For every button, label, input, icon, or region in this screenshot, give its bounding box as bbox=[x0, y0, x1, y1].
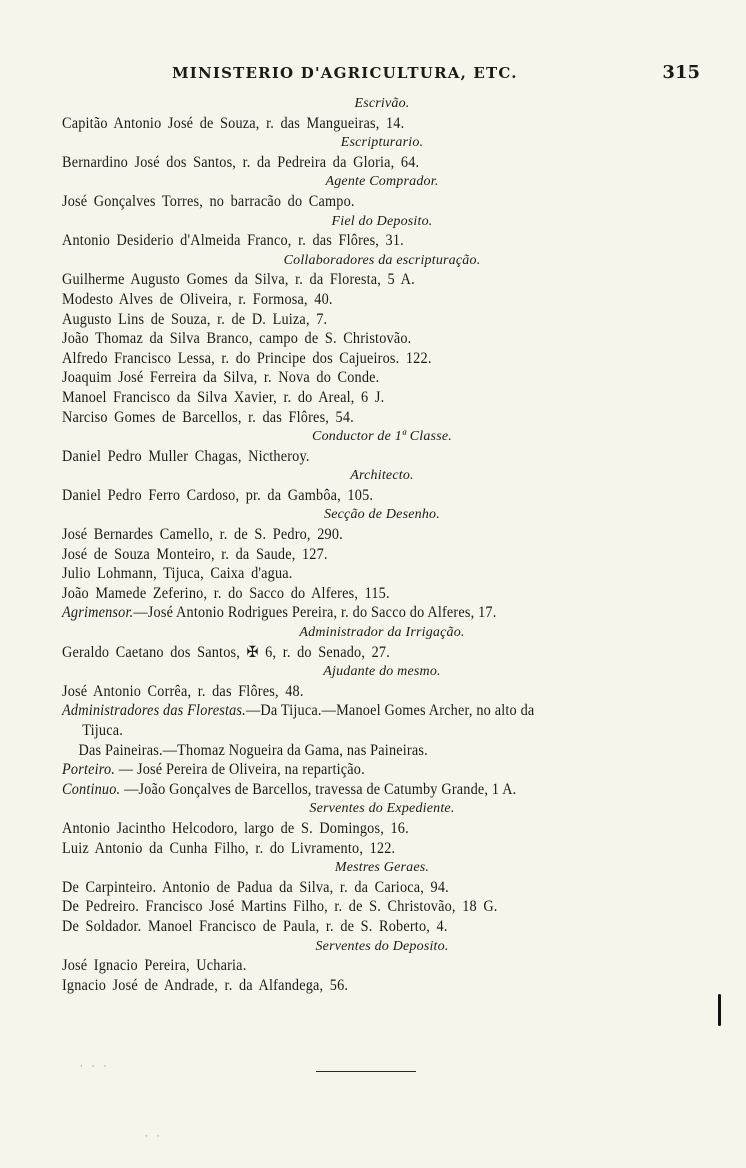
directory-entry: De Carpinteiro. Antonio de Padua da Silva, r. da Carioca, 94. bbox=[62, 878, 449, 896]
labeled-entry bbox=[62, 701, 651, 721]
running-header bbox=[60, 64, 700, 90]
section-heading: Administrador da Irrigação. bbox=[299, 625, 465, 641]
directory-entry: José de Souza Monteiro, r. da Saude, 127. bbox=[62, 545, 328, 563]
section-heading: Collaboradores da escripturação. bbox=[283, 252, 481, 268]
entry-label: Agrimensor. bbox=[62, 604, 134, 622]
entry-text: —José Antonio Rodrigues Pereira, r. do Sacco do Alferes, 17. bbox=[133, 604, 497, 622]
entry-text: —João Gonçalves de Barcellos, travessa de Catumby Grande, 1 A. bbox=[120, 780, 517, 798]
section-heading: Conductor de 1ª Classe. bbox=[312, 429, 452, 445]
directory-entry: Antonio Jacintho Helcodoro, largo de S. Domingos, 16. bbox=[62, 819, 409, 837]
directory-entry: Modesto Alves de Oliveira, r. Formosa, 40. bbox=[62, 290, 333, 308]
document-body bbox=[62, 94, 702, 995]
header-title: MINISTERIO D'AGRICULTURA, ETC. bbox=[172, 64, 518, 82]
page-number: 315 bbox=[662, 62, 700, 83]
directory-entry: José Ignacio Pereira, Ucharia. bbox=[62, 957, 247, 975]
labeled-entry bbox=[62, 603, 651, 623]
margin-mark bbox=[718, 994, 721, 1026]
section-heading: Secção de Desenho. bbox=[324, 507, 440, 523]
directory-entry: Guilherme Augusto Gomes da Silva, r. da Floresta, 5 A. bbox=[62, 271, 415, 289]
directory-entry: Antonio Desiderio d'Almeida Franco, r. das Flôres, 31. bbox=[62, 232, 404, 250]
directory-entry: Julio Lohmann, Tijuca, Caixa d'agua. bbox=[62, 565, 293, 583]
directory-entry: Daniel Pedro Ferro Cardoso, pr. da Gambôa, 105. bbox=[62, 486, 374, 504]
entry-text: — José Pereira de Oliveira, na repartição. bbox=[115, 761, 365, 779]
section-heading: Mestres Geraes. bbox=[334, 860, 430, 876]
labeled-entry bbox=[62, 780, 651, 800]
continuation-line: Tijuca. bbox=[82, 722, 124, 739]
section-heading: Fiel do Deposito. bbox=[331, 213, 433, 229]
directory-entry: Capitão Antonio José de Souza, r. das Mangueiras, 14. bbox=[62, 114, 405, 132]
directory-entry: Joaquim José Ferreira da Silva, r. Nova do Conde. bbox=[62, 369, 380, 387]
directory-entry: Bernardino José dos Santos, r. da Pedreira da Gloria, 64. bbox=[62, 153, 420, 171]
directory-entry: Geraldo Caetano dos Santos, ✠ 6, r. do Senado, 27. bbox=[62, 643, 390, 661]
section-heading: Escrivão. bbox=[354, 96, 410, 111]
entry-label: Porteiro. bbox=[62, 761, 116, 779]
entry-label: Continuo. bbox=[62, 780, 121, 798]
print-specks: · · bbox=[145, 1132, 163, 1142]
section-heading: Ajudante do mesmo. bbox=[323, 664, 441, 680]
section-heading: Architecto. bbox=[350, 468, 414, 484]
directory-entry: De Soldador. Manoel Francisco de Paula, r. de S. Roberto, 4. bbox=[62, 917, 448, 935]
section-heading: Serventes do Deposito. bbox=[315, 938, 449, 954]
directory-entry: De Pedreiro. Francisco José Martins Filho, r. de S. Christovão, 18 G. bbox=[62, 898, 498, 916]
directory-entry: Alfredo Francisco Lessa, r. do Principe dos Cajueiros. 122. bbox=[62, 349, 432, 367]
directory-entry: João Thomaz da Silva Branco, campo de S. Christovão. bbox=[62, 330, 412, 348]
section-heading: Agente Comprador. bbox=[325, 174, 439, 190]
directory-entry: Daniel Pedro Muller Chagas, Nictheroy. bbox=[62, 447, 310, 465]
indented-entry: Das Paineiras.—Thomaz Nogueira da Gama, nas Paineiras. bbox=[78, 741, 428, 759]
section-heading: Serventes do Expediente. bbox=[309, 801, 455, 817]
entry-text: —Da Tijuca.—Manoel Gomes Archer, no alto da bbox=[245, 702, 535, 720]
directory-entry: Augusto Lins de Souza, r. de D. Luiza, 7. bbox=[62, 310, 328, 328]
directory-entry: Narciso Gomes de Barcellos, r. das Flôres, 54. bbox=[62, 408, 354, 426]
end-rule bbox=[316, 1071, 416, 1072]
directory-entry: José Gonçalves Torres, no barracão do Campo. bbox=[62, 192, 355, 210]
directory-entry: Ignacio José de Andrade, r. da Alfandega, 56. bbox=[62, 976, 349, 994]
print-specks: · · · bbox=[80, 1062, 110, 1072]
directory-entry: Manoel Francisco da Silva Xavier, r. do Areal, 6 J. bbox=[62, 388, 385, 406]
directory-entry: José Antonio Corrêa, r. das Flôres, 48. bbox=[62, 682, 304, 700]
directory-entry: Luiz Antonio da Cunha Filho, r. do Livramento, 122. bbox=[62, 839, 396, 857]
directory-entry: João Mamede Zeferino, r. do Sacco do Alferes, 115. bbox=[62, 584, 390, 602]
labeled-entry bbox=[62, 760, 651, 780]
section-heading: Escripturario. bbox=[340, 135, 424, 151]
entry-label: Administradores das Florestas. bbox=[62, 702, 246, 720]
directory-entry: José Bernardes Camello, r. de S. Pedro, 290. bbox=[62, 526, 343, 544]
